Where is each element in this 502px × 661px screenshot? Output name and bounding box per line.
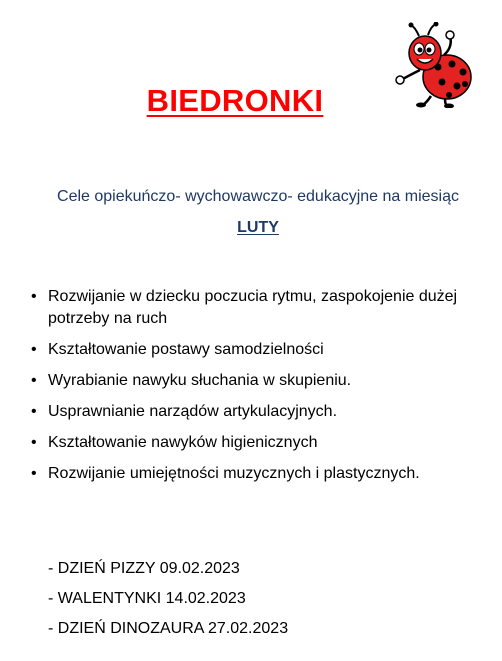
events-list (48, 558, 288, 648)
list-item (31, 432, 501, 454)
event-item: - WALENTYNKI 14.02.2023 (48, 590, 246, 607)
ladybug-icon (395, 22, 475, 108)
bullet-icon: • (31, 372, 37, 389)
goal-text: Kształtowanie nawyków higienicznych (48, 434, 318, 451)
bullet-icon: • (31, 341, 37, 358)
bullet-icon: • (31, 434, 37, 451)
goal-text: Usprawnianie narządów artykulacyjnych. (48, 403, 338, 420)
bullet-icon: • (31, 403, 37, 420)
goal-text: Rozwijanie w dziecku poczucia rytmu, zaspokojenie dużej potrzeby na ruch (48, 288, 458, 327)
list-item (31, 401, 501, 423)
list-item (31, 286, 501, 330)
event-item: - DZIEŃ DINOZAURA 27.02.2023 (48, 620, 289, 637)
bullet-icon: • (31, 465, 37, 482)
goals-list (31, 286, 501, 494)
goal-text: Rozwijanie umiejętności muzycznych i plastycznych. (48, 465, 420, 482)
event-item: - DZIEŃ PIZZY 09.02.2023 (48, 560, 240, 577)
goals-subtitle: Cele opiekuńczo- wychowawczo- edukacyjne na miesiąc (57, 188, 459, 205)
list-item (31, 339, 501, 361)
goal-text: Kształtowanie postawy samodzielności (48, 341, 324, 358)
bullet-icon: • (31, 288, 37, 305)
month-heading: LUTY (237, 219, 279, 236)
page-title: BIEDRONKI (146, 83, 324, 118)
list-item (31, 370, 501, 392)
list-item (31, 463, 501, 485)
goal-text: Wyrabianie nawyku słuchania w skupieniu. (48, 372, 352, 389)
